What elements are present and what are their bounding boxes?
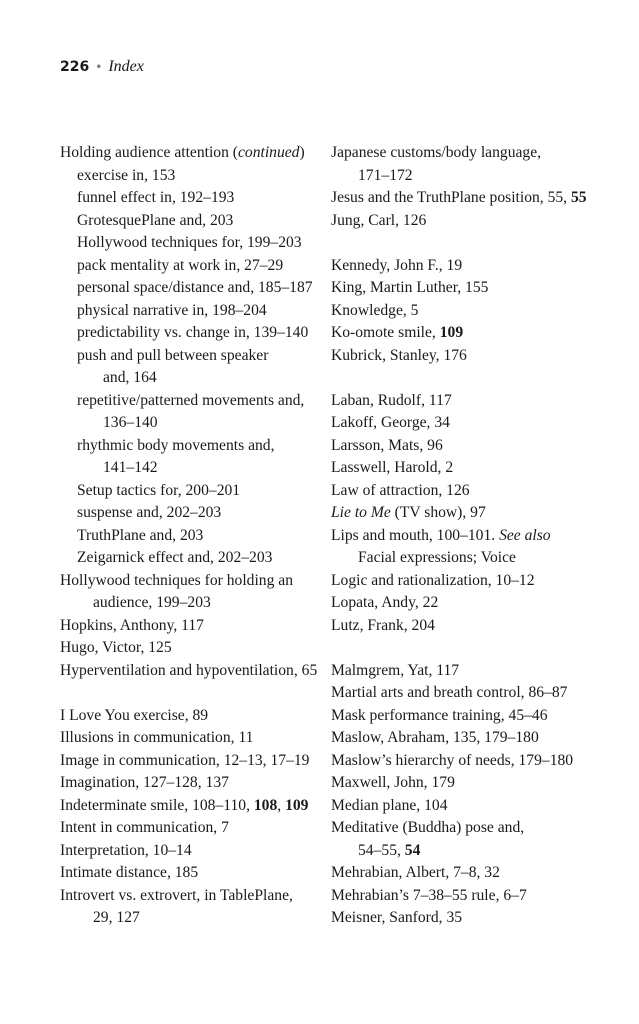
index-entry: Mask performance training, 45–46 <box>331 706 548 724</box>
index-entry: Knowledge, 5 <box>331 301 419 319</box>
index-entry: King, Martin Luther, 155 <box>331 279 489 296</box>
section-gap <box>331 637 593 660</box>
index-entry: I Love You exercise, 89 <box>60 706 209 724</box>
index-entry: Lakoff, George, 34 <box>331 414 450 431</box>
index-entry: Logic and rationalization, 10–12 <box>331 571 535 589</box>
index-subentry: Setup tactics for, 200–201 <box>77 481 241 499</box>
index-entry: Kubrick, Stanley, 176 <box>331 346 467 364</box>
index-entry: Laban, Rudolf, 117 <box>331 391 452 409</box>
index-subentry: rhythmic body movements and, <box>77 436 275 454</box>
section-gap <box>60 682 322 705</box>
index-entry: Martial arts and breath control, 86–87 <box>331 684 568 701</box>
index-subentry: physical narrative in, 198–204 <box>77 301 267 319</box>
index-entry: Jesus and the TruthPlane position, 55, 55 <box>331 189 587 206</box>
index-entry: Hugo, Victor, 125 <box>60 639 172 656</box>
index-entry-continuation: Facial expressions; Voice <box>358 549 516 566</box>
index-entry: Median plane, 104 <box>331 796 448 814</box>
index-entry: Lopata, Andy, 22 <box>331 594 439 611</box>
index-column-left <box>60 142 322 930</box>
index-entry: Maslow’s hierarchy of needs, 179–180 <box>331 751 574 769</box>
index-entry: Ko-omote smile, 109 <box>331 324 464 341</box>
index-entry: Indeterminate smile, 108–110, 108, 109 <box>60 796 309 814</box>
index-entry-continuation: 136–140 <box>103 414 158 431</box>
index-column-right <box>331 142 593 930</box>
section-gap <box>331 232 593 255</box>
index-entry-continuation: 171–172 <box>358 166 413 184</box>
index-subentry: funnel effect in, 192–193 <box>77 189 235 206</box>
index-entry: Meditative (Buddha) pose and, <box>331 819 525 836</box>
index-entry: Japanese customs/body language, <box>331 144 542 161</box>
index-entry: Introvert vs. extrovert, in TablePlane, <box>60 886 293 904</box>
header-separator: • <box>95 60 103 74</box>
running-header <box>60 56 144 77</box>
index-entry: Intimate distance, 185 <box>60 864 199 881</box>
index-entry: Meisner, Sanford, 35 <box>331 909 463 926</box>
header-title: Index <box>108 58 144 75</box>
index-entry: Law of attraction, 126 <box>331 481 470 499</box>
section-gap <box>331 367 593 390</box>
index-entry: Lutz, Frank, 204 <box>331 616 435 634</box>
index-entry-continuation: audience, 199–203 <box>93 594 211 611</box>
index-entry: Mehrabian’s 7–38–55 rule, 6–7 <box>331 886 527 904</box>
index-entry: Maxwell, John, 179 <box>331 774 455 791</box>
index-subentry: Hollywood techniques for, 199–203 <box>77 234 302 251</box>
index-entry-continuation: 54–55, 54 <box>358 841 421 859</box>
index-entry: Jung, Carl, 126 <box>331 211 427 229</box>
index-entry: Maslow, Abraham, 135, 179–180 <box>331 729 539 746</box>
index-entry: Image in communication, 12–13, 17–19 <box>60 751 310 769</box>
index-entry: Malmgrem, Yat, 117 <box>331 661 460 679</box>
index-entry: Kennedy, John F., 19 <box>331 256 463 274</box>
index-subentry: predictability vs. change in, 139–140 <box>77 324 309 341</box>
index-entry: Lasswell, Harold, 2 <box>331 459 454 476</box>
index-entry-continuation: and, 164 <box>103 369 157 386</box>
page-number: 226 <box>60 59 90 75</box>
index-subentry: repetitive/patterned movements and, <box>77 391 305 409</box>
index-entry-continuation: 141–142 <box>103 459 158 476</box>
index-subentry: exercise in, 153 <box>77 166 176 184</box>
index-subentry: TruthPlane and, 203 <box>77 526 204 544</box>
index-subentry: Zeigarnick effect and, 202–203 <box>77 549 273 566</box>
index-entry-continuation: 29, 127 <box>93 909 140 926</box>
index-entry: Lie to Me (TV show), 97 <box>331 504 486 521</box>
index-entry: Imagination, 127–128, 137 <box>60 774 229 791</box>
index-entry: Hopkins, Anthony, 117 <box>60 616 204 634</box>
index-subentry: GrotesquePlane and, 203 <box>77 211 234 229</box>
index-subentry: personal space/distance and, 185–187 <box>77 279 313 296</box>
index-entry: Holding audience attention (continued) <box>60 144 305 161</box>
index-entry: Hollywood techniques for holding an <box>60 571 294 589</box>
index-entry: Mehrabian, Albert, 7–8, 32 <box>331 864 500 881</box>
index-entry: Illusions in communication, 11 <box>60 729 254 746</box>
index-entry: Intent in communication, 7 <box>60 819 229 836</box>
index-subentry: suspense and, 202–203 <box>77 504 222 521</box>
index-subentry: pack mentality at work in, 27–29 <box>77 256 284 274</box>
index-subentry: push and pull between speaker <box>77 346 269 364</box>
index-entry: Lips and mouth, 100–101. See also <box>331 526 551 544</box>
index-entry: Interpretation, 10–14 <box>60 841 192 859</box>
index-entry: Larsson, Mats, 96 <box>331 436 443 454</box>
index-entry: Hyperventilation and hypoventilation, 65 <box>60 661 318 679</box>
